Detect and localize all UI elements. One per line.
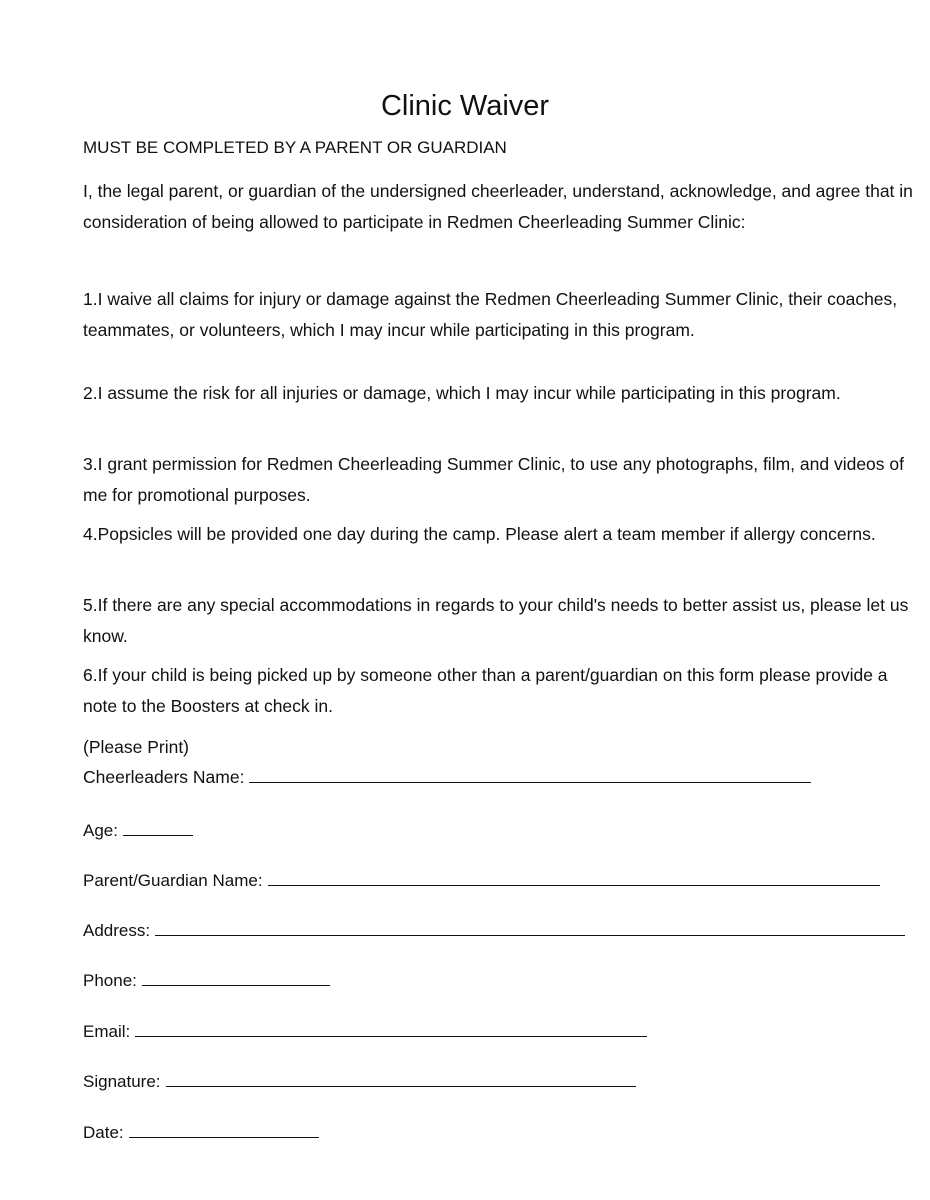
field-label: Date: bbox=[83, 1123, 124, 1142]
cheerleader-name-line[interactable] bbox=[249, 764, 811, 783]
item-text: I assume the risk for all injuries or damage, which I may incur while participating in this program. bbox=[97, 383, 841, 403]
date-line[interactable] bbox=[129, 1119, 319, 1138]
field-label: Signature: bbox=[83, 1072, 161, 1091]
item-number: 5. bbox=[83, 595, 98, 615]
item-text: Popsicles will be provided one day during the camp. Please alert a team member if allergy concerns. bbox=[97, 524, 876, 544]
item-text: I grant permission for Redmen Cheerleading Summer Clinic, to use any photographs, film, and videos of me for promotional purposes. bbox=[83, 454, 904, 505]
signature-field[interactable] bbox=[83, 1068, 636, 1094]
address-field[interactable] bbox=[83, 917, 905, 943]
list-item-3 bbox=[83, 449, 918, 510]
list-item-5 bbox=[83, 590, 918, 651]
field-label: Address: bbox=[83, 921, 151, 940]
subtitle: MUST BE COMPLETED BY A PARENT OR GUARDIAN bbox=[83, 138, 507, 157]
list-item-4 bbox=[83, 519, 918, 550]
item-text: If there are any special accommodations in regards to your child's needs to better assist us, please let us know. bbox=[83, 595, 909, 646]
signature-line[interactable] bbox=[166, 1068, 636, 1087]
parent-name-line[interactable] bbox=[268, 867, 880, 886]
date-field[interactable] bbox=[83, 1119, 319, 1145]
print-note: (Please Print) bbox=[83, 737, 190, 757]
list-item-1 bbox=[83, 284, 918, 345]
item-number: 2. bbox=[83, 383, 98, 403]
item-text: If your child is being picked up by someone other than a parent/guardian on this form please provide a note to the Boosters at check in. bbox=[83, 665, 888, 716]
age-line[interactable] bbox=[123, 817, 193, 836]
address-line[interactable] bbox=[155, 917, 905, 936]
item-number: 1. bbox=[83, 289, 98, 309]
email-field[interactable] bbox=[83, 1018, 647, 1044]
phone-field[interactable] bbox=[83, 967, 330, 993]
phone-line[interactable] bbox=[142, 967, 330, 986]
item-text: I waive all claims for injury or damage against the Redmen Cheerleading Summer Clinic, their coaches, teammates, or volunteers, which I may incur while participating in this program. bbox=[83, 289, 898, 340]
list-item-6 bbox=[83, 660, 918, 721]
list-item-2 bbox=[83, 378, 918, 409]
email-line[interactable] bbox=[135, 1018, 647, 1037]
item-number: 3. bbox=[83, 454, 98, 474]
parent-name-field[interactable] bbox=[83, 867, 880, 893]
field-label: Cheerleaders Name: bbox=[83, 767, 245, 787]
item-number: 6. bbox=[83, 665, 98, 685]
item-number: 4. bbox=[83, 524, 98, 544]
age-field[interactable] bbox=[83, 817, 193, 843]
field-label: Phone: bbox=[83, 971, 137, 990]
field-label: Age: bbox=[83, 821, 118, 840]
intro-paragraph: I, the legal parent, or guardian of the undersigned cheerleader, understand, acknowledge, and agree that in consideration of being allowed to participate in Redmen Cheerleading Summer Clinic: bbox=[83, 181, 913, 232]
cheerleader-name-field[interactable] bbox=[83, 764, 811, 789]
page-title: Clinic Waiver bbox=[380, 90, 550, 122]
field-label: Email: bbox=[83, 1022, 131, 1041]
field-label: Parent/Guardian Name: bbox=[83, 871, 263, 890]
